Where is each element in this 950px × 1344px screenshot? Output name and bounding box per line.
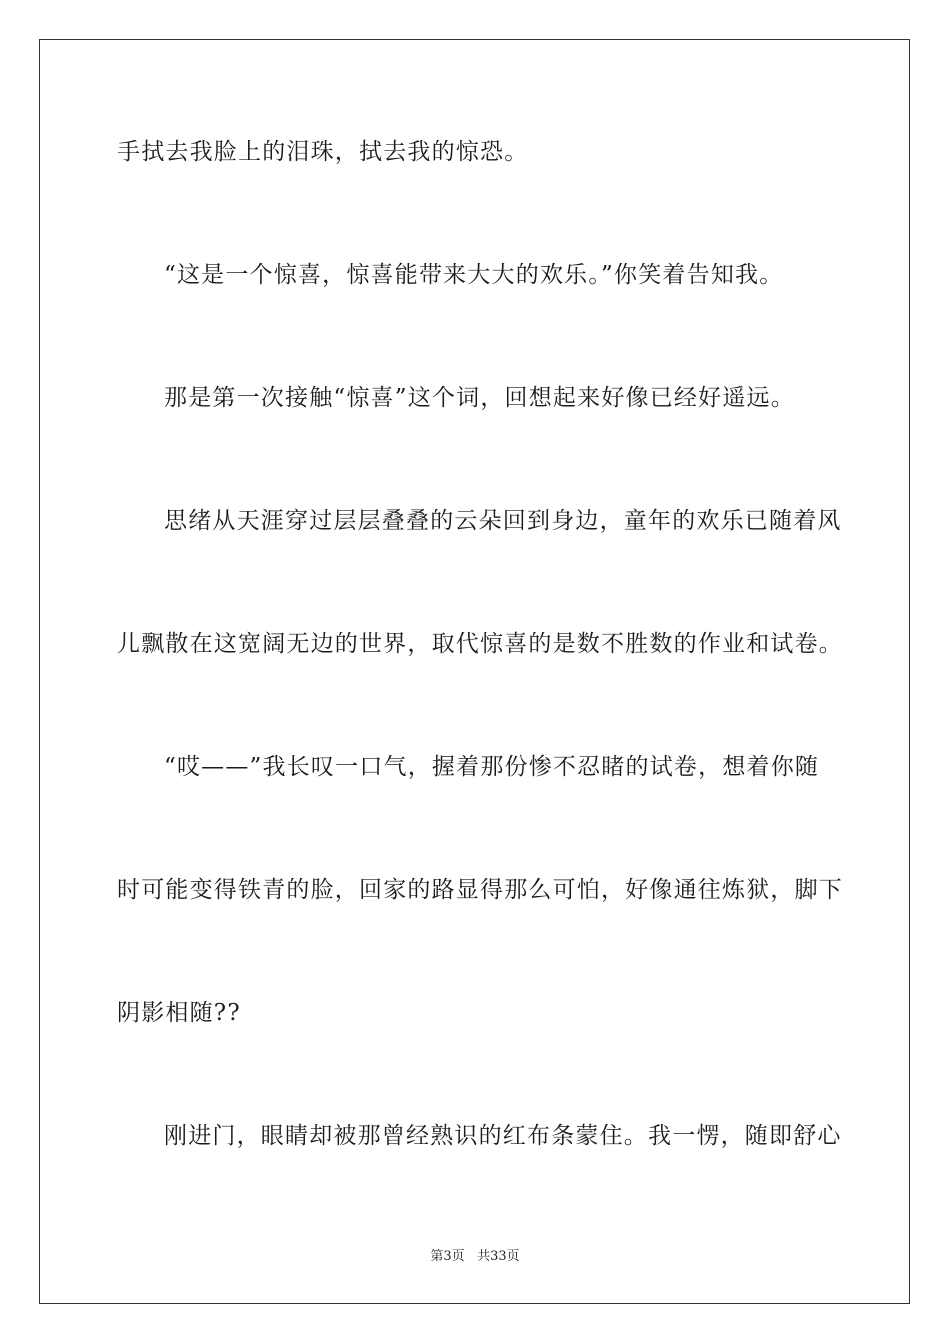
text-line: 儿飘散在这宽阔无边的世界，取代惊喜的是数不胜数的作业和试卷。 <box>117 631 843 657</box>
text-line: 阴影相随?? <box>117 1000 241 1026</box>
page-footer <box>0 1248 950 1266</box>
page-border <box>39 39 910 1304</box>
paragraph-first-line: “这是一个惊喜，惊喜能带来大大的欢乐。”你笑着告知我。 <box>164 262 784 288</box>
paragraph-first-line: 刚进门，眼睛却被那曾经熟识的红布条蒙住。我一愣，随即舒心 <box>164 1123 842 1149</box>
text-line: 时可能变得铁青的脸，回家的路显得那么可怕，好像通往炼狱，脚下 <box>117 877 843 903</box>
page-number: 第3页 <box>430 1249 465 1264</box>
text-line: 手拭去我脸上的泪珠，拭去我的惊恐。 <box>117 139 529 165</box>
paragraph-first-line: “哎——”我长叹一口气，握着那份惨不忍睹的试卷，想着你随 <box>164 754 820 780</box>
paragraph-first-line: 那是第一次接触“惊喜”这个词，回想起来好像已经好遥远。 <box>164 385 795 411</box>
total-pages: 共33页 <box>477 1249 520 1264</box>
paragraph-first-line: 思绪从天涯穿过层层叠叠的云朵回到身边，童年的欢乐已随着风 <box>164 508 842 534</box>
